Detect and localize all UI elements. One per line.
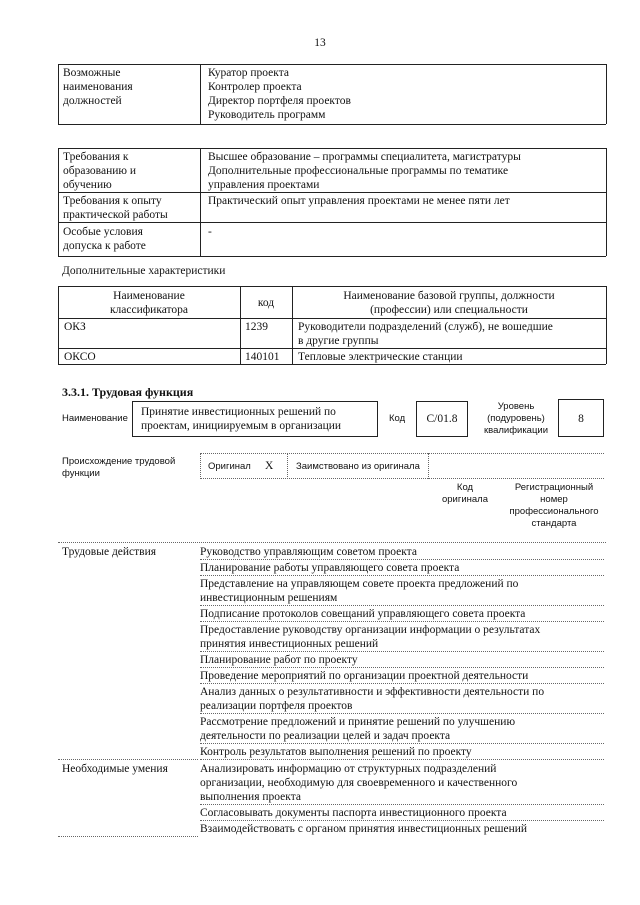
skills-label: Необходимые умения [62, 763, 168, 775]
education-value: Высшее образование – программы специалитета, магистратуры Дополнительные профессиональные программы по тематике управления проектами [208, 151, 521, 191]
job-titles-label: Возможные наименования должностей [63, 67, 133, 107]
level-value: 8 [578, 413, 584, 425]
borrowed-label: Заимствовано из оригинала [296, 461, 420, 472]
original-label: Оригинал [208, 461, 251, 472]
list-item: Подписание протоколов совещаний управляющего совета проекта [200, 607, 604, 622]
table-cell: Руководители подразделений (служб), не вошедшие в другие группы [298, 321, 553, 347]
table-cell: 1239 [245, 321, 268, 333]
job-title-item: Контролер проекта [208, 81, 302, 93]
name-label: Наименование [62, 413, 128, 424]
origin-label: Происхождение трудовой функции [62, 456, 176, 479]
header-classifier: Наименование классификатора [109, 290, 189, 316]
code-value: С/01.8 [426, 413, 458, 425]
job-title-item: Куратор проекта [208, 67, 289, 79]
table-cell: ОКСО [64, 351, 96, 363]
job-title-item: Руководитель программ [208, 109, 326, 121]
table-cell: Тепловые электрические станции [298, 351, 463, 363]
experience-value: Практический опыт управления проектами не менее пяти лет [208, 195, 510, 207]
code-label: Код [389, 413, 406, 424]
level-label: Уровень (подуровень) квалификации [483, 401, 549, 436]
list-item: Планирование работ по проекту [200, 653, 604, 668]
header-group-name: Наименование базовой группы, должности (профессии) или специальности [343, 290, 555, 316]
header-code: код [257, 297, 275, 309]
labor-actions-label: Трудовые действия [62, 546, 157, 558]
list-item: Представление на управляющем совете проекта предложений по инвестиционным решениям [200, 577, 604, 606]
page-number: 13 [314, 37, 326, 49]
list-item: Проведение мероприятий по организации проектной деятельности [200, 669, 604, 684]
table-cell: ОКЗ [64, 321, 86, 333]
table-cell: 140101 [245, 351, 280, 363]
orig-code-label: Код оригинала [441, 482, 488, 505]
special-conditions-label: Особые условия допуска к работе [63, 226, 146, 252]
original-mark: Х [265, 460, 274, 472]
special-conditions-value: - [208, 226, 212, 238]
reg-number-label: Регистрационный номер профессионального стандарта [509, 482, 599, 529]
name-value: Принятие инвестиционных решений по проектам, инициируемым в организации [141, 406, 342, 432]
education-label: Требования к образованию и обучению [63, 151, 136, 191]
additional-title: Дополнительные характеристики [62, 265, 226, 277]
list-item: Руководство управляющим советом проекта [200, 545, 604, 560]
list-item: Рассмотрение предложений и принятие решений по улучшению деятельности по реализации целей и задач проекта [200, 715, 604, 744]
list-item: Анализ данных о результативности и эффективности деятельности по реализации портфеля проектов [200, 685, 604, 714]
job-title-item: Директор портфеля проектов [208, 95, 351, 107]
list-item: Взаимодействовать с органом принятия инвестиционных решений [200, 823, 528, 835]
list-item: Контроль результатов выполнения решений по проекту [200, 745, 604, 760]
list-item: Анализировать информацию от структурных подразделений организации, необходимую для своевременного и качественного выполнения проекта [200, 762, 604, 805]
list-item: Планирование работы управляющего совета проекта [200, 561, 604, 576]
list-item: Согласовывать документы паспорта инвестиционного проекта [200, 806, 604, 821]
experience-label: Требования к опыту практической работы [63, 195, 168, 221]
list-item: Предоставление руководству организации информации о результатах принятия инвестиционных решений [200, 623, 604, 652]
function-heading: 3.3.1. Трудовая функция [62, 385, 194, 399]
